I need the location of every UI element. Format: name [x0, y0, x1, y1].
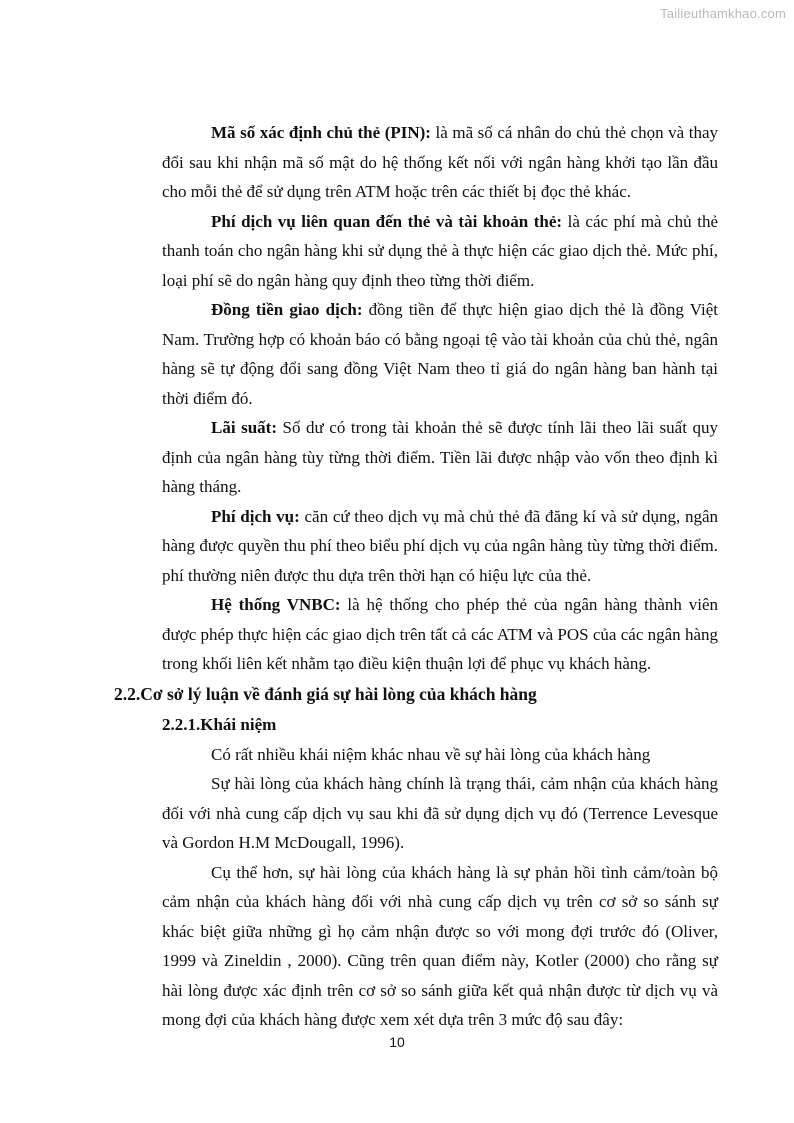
paragraph-detail: Cụ thể hơn, sự hài lòng của khách hàng là sự phản hồi tình cảm/toàn bộ cảm nhận của khách hàng đối với nhà cung cấp dịch vụ trên cơ sở so sánh sự khác biệt giữa những gì họ cảm nhận được so với mong đợi trước đó (Oliver, 1999 và Zineldin , 2000). Cũng trên quan điểm này, Kotler (2000) cho rằng sự hài lòng được xác định trên cơ sở so sánh giữa kết quả nhận được từ dịch vụ và mong đợi của khách hàng được xem xét dựa trên 3 mức độ sau đây:: [162, 862, 718, 1029]
term-card-fees: Phí dịch vụ liên quan đến thẻ và tài khoản thẻ:: [211, 211, 563, 231]
section-heading-2-2-1: 2.2.1.Khái niệm: [162, 714, 277, 734]
text-vnbc: là hệ thống cho phép thẻ của ngân hàng thành viên được phép thực hiện các giao dịch trên tất cả các ATM và POS của các ngân hàng trong khối liên kết nhằm tạo điều kiện thuận lợi để phục vụ khách hàng.: [162, 595, 718, 673]
paragraph-service-fee: [162, 502, 718, 591]
term-pin: Mã số xác định chủ thẻ (PIN):: [211, 123, 431, 142]
watermark-text: Tailieuthamkhao.com: [660, 6, 786, 21]
text-card-fees: là các phí mà chủ thẻ thanh toán cho ngân hàng khi sử dụng thẻ à thực hiện các giao dịch thẻ. Mức phí, loại phí sẽ do ngân hàng quy định theo từng thời điểm.: [162, 211, 718, 290]
document-body: [114, 118, 719, 1035]
paragraph-intro: Có rất nhiều khái niệm khác nhau về sự hài lòng của khách hàng: [211, 744, 651, 764]
text-pin: là mã số cá nhân do chủ thẻ chọn và thay đổi sau khi nhận mã số mật do hệ thống kết nối với ngân hàng khởi tạo lần đầu cho mỗi thẻ để sử dụng trên ATM hoặc trên các thiết bị đọc thẻ khác.: [162, 123, 719, 201]
text-currency: đồng tiền để thực hiện giao dịch thẻ là đồng Việt Nam. Trường hợp có khoản báo có bằng ngoại tệ vào tài khoản của chủ thẻ, ngân hàng sẽ tự động đổi sang đồng Việt Nam theo tỉ giá do ngân hàng ban hành tại thời điểm đó.: [162, 300, 718, 408]
page-number: 10: [389, 1034, 405, 1050]
term-vnbc: Hệ thống VNBC:: [211, 595, 341, 614]
text-service-fee: căn cứ theo dịch vụ mà chủ thẻ đã đăng kí và sử dụng, ngân hàng được quyền thu phí theo biểu phí dịch vụ của ngân hàng tùy từng thời điểm. phí thường niên được thu dựa trên thời hạn có hiệu lực của thẻ.: [162, 506, 718, 585]
paragraph-definition: Sự hài lòng của khách hàng chính là trạng thái, cảm nhận của khách hàng đối với nhà cung cấp dịch vụ sau khi đã sử dụng dịch vụ đó (Terrence Levesque và Gordon H.M McDougall, 1996).: [162, 774, 718, 852]
term-currency: Đồng tiền giao dịch:: [211, 300, 363, 319]
paragraph-currency: [162, 295, 718, 413]
section-heading-2-2: 2.2.Cơ sở lý luận về đánh giá sự hài lòng của khách hàng: [114, 683, 537, 704]
paragraph-card-fees: [162, 207, 718, 296]
paragraph-interest: [162, 413, 718, 502]
text-interest: Số dư có trong tài khoản thẻ sẽ được tính lãi theo lãi suất quy định của ngân hàng tùy từng thời điểm. Tiền lãi được nhập vào vốn theo định kì hàng tháng.: [162, 418, 718, 496]
term-service-fee: Phí dịch vụ:: [211, 506, 300, 526]
paragraph-vnbc: [162, 590, 718, 679]
paragraph-pin: [162, 118, 718, 207]
term-interest: Lãi suất:: [211, 418, 277, 437]
